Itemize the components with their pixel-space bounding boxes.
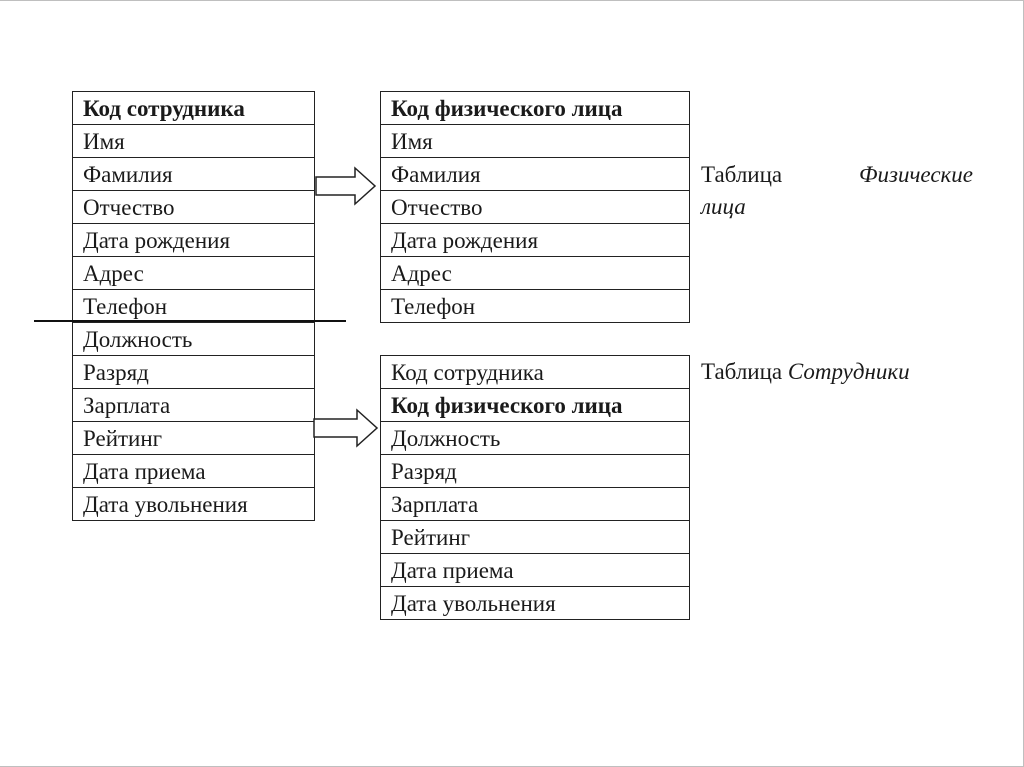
original-table-row: Дата увольнения <box>73 488 314 521</box>
original-table-row: Фамилия <box>73 158 314 191</box>
physical-persons-caption-line2 <box>701 190 746 223</box>
employees-caption <box>701 355 910 388</box>
original-table-row: Дата приема <box>73 455 314 488</box>
physical-persons-row: Имя <box>381 125 689 158</box>
original-table-row: Разряд <box>73 356 314 389</box>
original-table-row: Отчество <box>73 191 314 224</box>
caption-table-name: Физические <box>858 162 973 187</box>
original-table-row: Зарплата <box>73 389 314 422</box>
caption-prefix: Таблица <box>701 359 783 384</box>
caption-table-name-cont: лица <box>701 194 746 219</box>
original-table <box>72 91 315 521</box>
employees-row: Код сотрудника <box>381 356 689 389</box>
original-table-row: Имя <box>73 125 314 158</box>
physical-persons-caption <box>701 158 973 191</box>
original-table-row: Телефон <box>73 290 314 323</box>
original-table-row: Дата рождения <box>73 224 314 257</box>
physical-persons-row: Отчество <box>381 191 689 224</box>
physical-persons-row: Дата рождения <box>381 224 689 257</box>
caption-prefix: Таблица <box>701 162 783 187</box>
employees-row: Зарплата <box>381 488 689 521</box>
employees-table <box>380 355 690 620</box>
employees-row: Дата увольнения <box>381 587 689 620</box>
original-table-row: Рейтинг <box>73 422 314 455</box>
caption-table-name: Сотрудники <box>787 359 910 384</box>
original-table-row: Код сотрудника <box>73 92 314 125</box>
employees-row: Разряд <box>381 455 689 488</box>
physical-persons-row: Код физического лица <box>381 92 689 125</box>
employees-row: Рейтинг <box>381 521 689 554</box>
split-line <box>34 320 346 322</box>
right-arrow-outline-icon <box>315 166 377 206</box>
frame-line-top <box>0 0 1024 1</box>
original-table-row: Должность <box>73 323 314 356</box>
employees-row: Должность <box>381 422 689 455</box>
right-arrow-outline-icon <box>313 408 379 448</box>
physical-persons-row: Телефон <box>381 290 689 323</box>
physical-persons-row: Адрес <box>381 257 689 290</box>
physical-persons-row: Фамилия <box>381 158 689 191</box>
physical-persons-table <box>380 91 690 323</box>
employees-row: Код физического лица <box>381 389 689 422</box>
original-table-row: Адрес <box>73 257 314 290</box>
employees-row: Дата приема <box>381 554 689 587</box>
